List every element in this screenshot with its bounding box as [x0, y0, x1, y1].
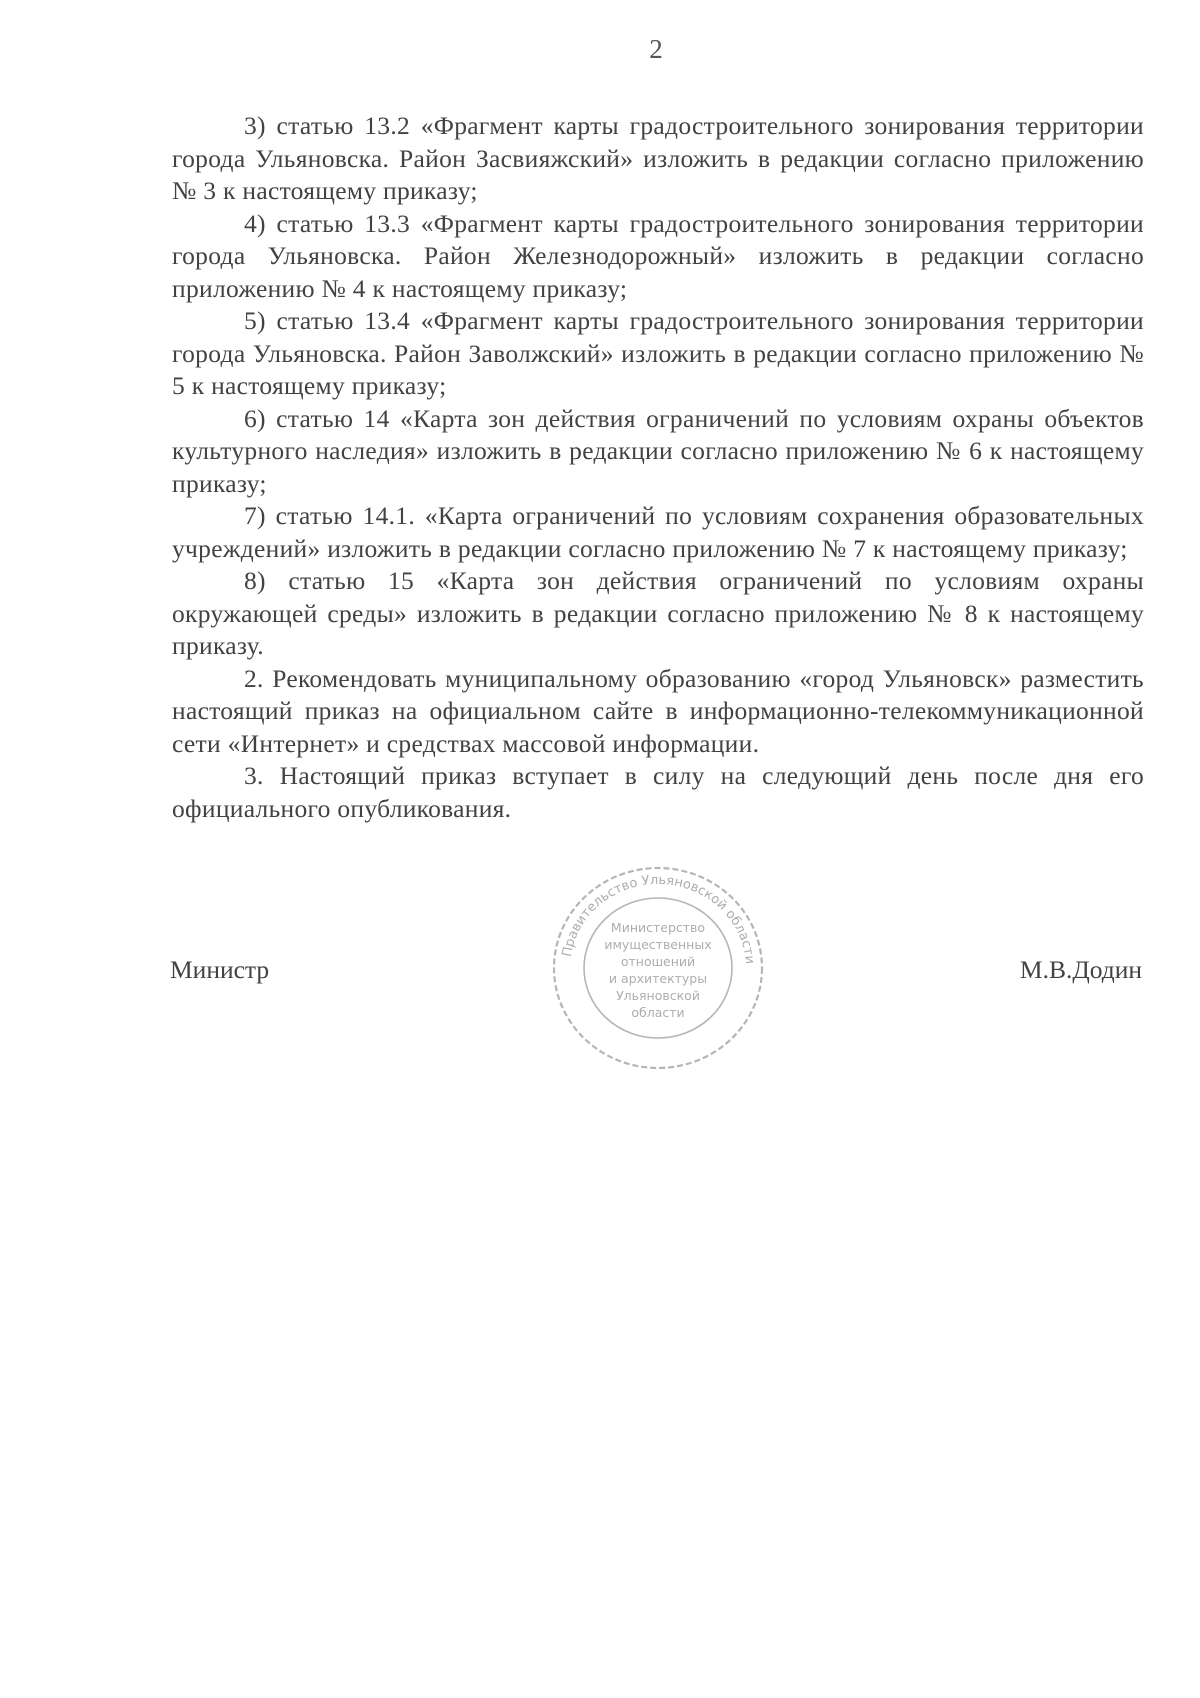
signatory-title: Министр — [170, 955, 270, 984]
signatory-name: М.В.Додин — [1019, 955, 1142, 984]
paragraph-item-6: 6) статью 14 «Карта зон действия ограничений по условиям охраны объектов культурного наследия» изложить в редакции согласно приложению № 6 к настоящему приказу; — [172, 403, 1144, 498]
paragraph-item-7: 7) статью 14.1. «Карта ограничений по условиям сохранения образовательных учреждений» изложить в редакции согласно приложению № 7 к настоящему приказу; — [172, 501, 1144, 563]
paragraph-item-5: 5) статью 13.4 «Фрагмент карты градостроительного зонирования территории города Ульяновска. Район Заволжский» изложить в редакции согласно приложению № 5 к настоящему приказу; — [172, 306, 1144, 400]
seal-inner-line: и архитектуры — [608, 971, 708, 986]
seal-inner-line: имущественных — [604, 937, 712, 952]
seal-inner-line: Министерство — [610, 920, 706, 935]
paragraph-item-4: 4) статью 13.3 «Фрагмент карты градостроительного зонирования территории города Ульяновска. Район Железнодорожный» изложить в редакции согласно приложению № 4 к настоящему приказу; — [172, 208, 1144, 303]
paragraph-item-8: 8) статью 15 «Карта зон действия ограничений по условиям охраны окружающей среды» изложить в редакции согласно приложению № 8 к настоящему приказу. — [172, 566, 1144, 660]
document-body — [172, 110, 1144, 825]
signature-block — [170, 955, 1142, 995]
page-number: 2 — [649, 34, 663, 64]
seal-outer-text: Правительство Ульяновской области — [559, 872, 757, 965]
seal-inner-line: Ульяновской — [616, 988, 700, 1003]
paragraph-clause-2: 2. Рекомендовать муниципальному образованию «город Ульяновск» разместить настоящий приказ на официальном сайте в информационно-телекоммуникационной сети «Интернет» и средствах массовой информации. — [172, 663, 1144, 758]
paragraph-clause-3: 3. Настоящий приказ вступает в силу на следующий день после дня его официального опубликования. — [172, 761, 1144, 823]
seal-inner-line: области — [631, 1005, 685, 1020]
paragraph-item-3: 3) статью 13.2 «Фрагмент карты градостроительного зонирования территории города Ульяновска. Район Засвияжский» изложить в редакции согласно приложению № 3 к настоящему приказу; — [172, 111, 1144, 205]
seal-inner-line: отношений — [620, 954, 696, 969]
